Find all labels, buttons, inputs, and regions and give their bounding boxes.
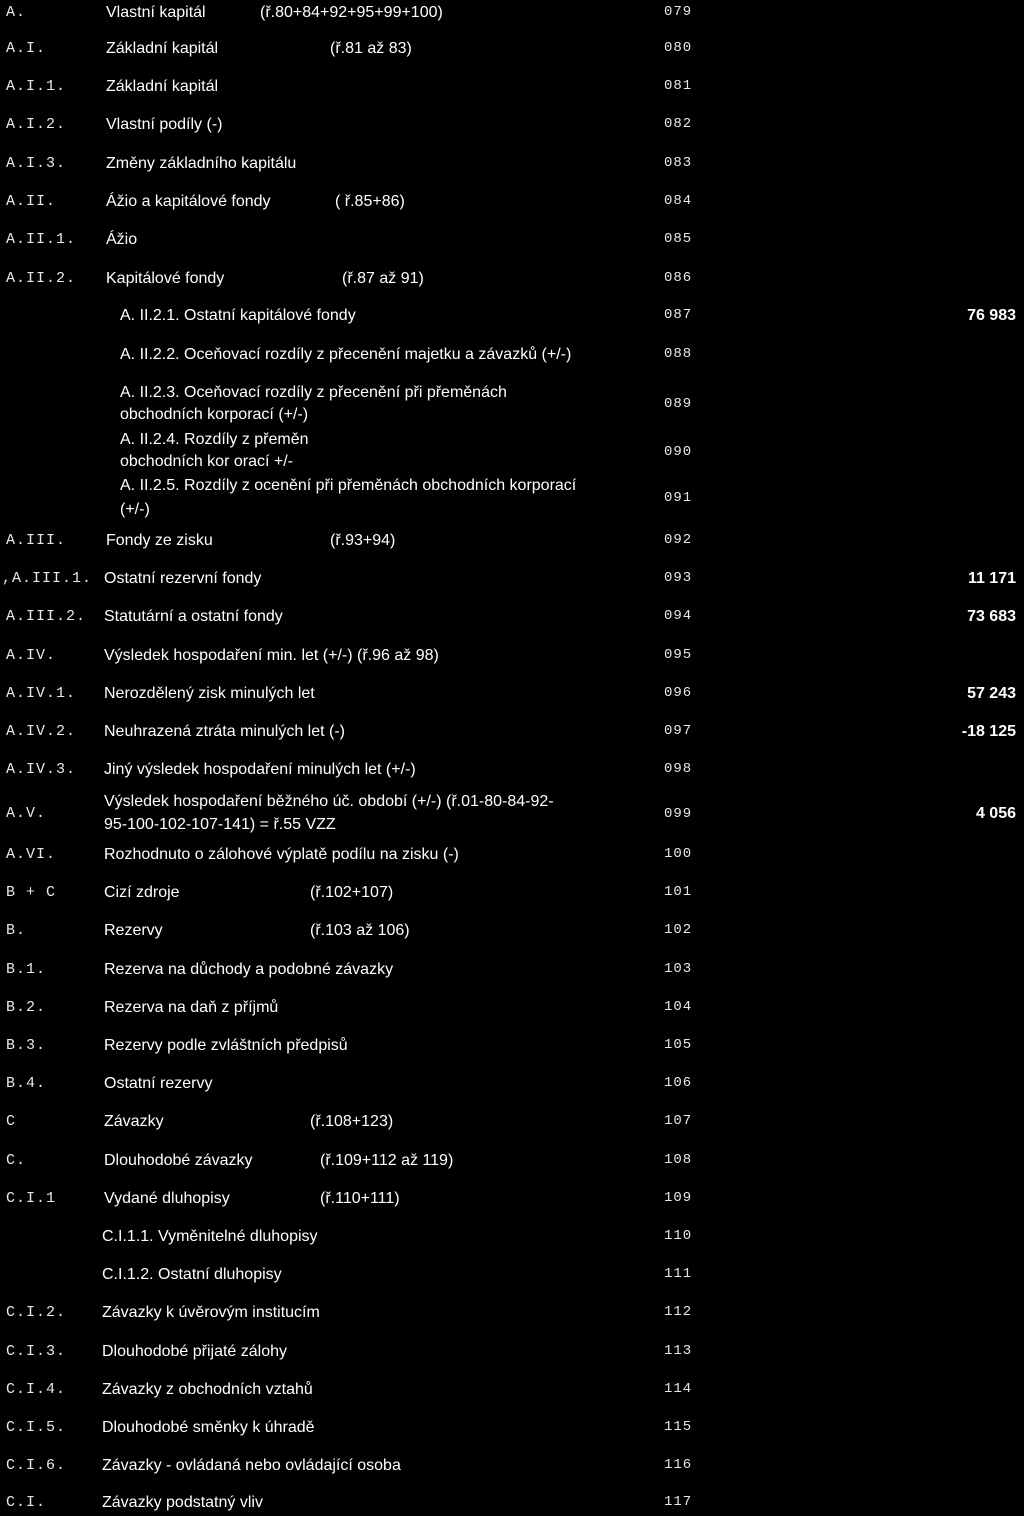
row-reference: (ř.80+84+92+95+99+100): [260, 4, 443, 21]
row-label: A. II.2.5. Rozdíly z ocenění při přeměnách obchodních korporací: [120, 477, 577, 494]
row-reference: (ř.109+112 až 119): [320, 1152, 454, 1169]
row-code: C.I.: [6, 1494, 47, 1511]
row-number: 097: [664, 723, 693, 739]
row-number: 098: [664, 761, 693, 777]
row-label: Vlastní kapitál: [106, 4, 206, 21]
row-label: Závazky podstatný vliv: [102, 1494, 263, 1511]
row-label: Dlouhodobé závazky: [104, 1152, 253, 1169]
row-label-continuation: 95-100-102-107-141) = ř.55 VZZ: [104, 816, 336, 833]
row-label-continuation: obchodních korporací (+/-): [120, 406, 309, 423]
row-label: Závazky: [104, 1113, 164, 1130]
row-label: Ostatní rezervy: [104, 1075, 213, 1092]
row-code: A.V.: [6, 805, 47, 822]
row-label: Rozhodnuto o zálohové výplatě podílu na zisku (-): [104, 846, 459, 863]
row-label: Základní kapitál: [106, 40, 219, 57]
row-label: C.I.1.2. Ostatní dluhopisy: [102, 1266, 282, 1283]
row-label: Závazky - ovládaná nebo ovládající osoba: [102, 1457, 401, 1474]
row-number: 095: [664, 647, 693, 663]
row-number: 091: [664, 490, 693, 506]
row-label: Rezerva na důchody a podobné závazky: [104, 961, 394, 978]
row-label: Dlouhodobé směnky k úhradě: [102, 1419, 315, 1436]
row-number: 088: [664, 346, 693, 362]
row-number: 108: [664, 1152, 693, 1168]
row-code: C.I.2.: [6, 1304, 67, 1321]
row-code: A.III.: [6, 532, 67, 549]
row-label: A. II.2.3. Oceňovací rozdíly z přecenění při přeměnách: [120, 384, 507, 401]
row-number: 111: [664, 1266, 693, 1282]
row-code: B.: [6, 922, 27, 939]
row-number: 107: [664, 1113, 693, 1129]
row-code: A.III.2.: [6, 608, 87, 625]
row-number: 109: [664, 1190, 693, 1206]
row-code: ,A.III.1.: [2, 570, 93, 587]
row-label: Ážio a kapitálové fondy: [106, 193, 271, 210]
row-label: Závazky z obchodních vztahů: [102, 1381, 313, 1398]
row-number: 096: [664, 685, 693, 701]
row-reference: ( ř.85+86): [335, 193, 405, 210]
row-number: 110: [664, 1228, 693, 1244]
row-label: Rezerva na daň z příjmů: [104, 999, 279, 1016]
row-label: Výsledek hospodaření min. let (+/-) (ř.96 až 98): [104, 647, 439, 664]
row-number: 085: [664, 231, 693, 247]
row-label: Vlastní podíly (-): [106, 116, 223, 133]
row-label: C.I.1.1. Vyměnitelné dluhopisy: [102, 1228, 318, 1245]
row-code: B.3.: [6, 1037, 47, 1054]
row-number: 100: [664, 846, 693, 862]
row-code: A.: [6, 4, 27, 21]
row-number: 093: [664, 570, 693, 586]
row-label: Nerozdělený zisk minulých let: [104, 685, 315, 702]
row-number: 102: [664, 922, 693, 938]
row-label-continuation: (+/-): [120, 501, 150, 518]
row-value: 4 056: [975, 805, 1016, 822]
row-label: Jiný výsledek hospodaření minulých let (+/-): [104, 761, 416, 778]
row-code: C.I.5.: [6, 1419, 67, 1436]
row-code: A.II.1.: [6, 231, 77, 248]
row-number: 114: [664, 1381, 693, 1397]
row-value: 73 683: [967, 608, 1016, 625]
row-number: 083: [664, 155, 693, 171]
row-number: 112: [664, 1304, 693, 1320]
row-number: 106: [664, 1075, 693, 1091]
row-code: C.I.6.: [6, 1457, 67, 1474]
row-number: 092: [664, 532, 693, 548]
row-number: 094: [664, 608, 693, 624]
row-number: 087: [664, 307, 693, 323]
row-number: 079: [664, 4, 693, 20]
row-label: A. II.2.1. Ostatní kapitálové fondy: [120, 307, 356, 324]
row-number: 101: [664, 884, 693, 900]
row-code: A.IV.1.: [6, 685, 77, 702]
row-value: -18 125: [961, 723, 1016, 740]
row-number: 105: [664, 1037, 693, 1053]
row-label: Dlouhodobé přijaté zálohy: [102, 1343, 288, 1360]
row-number: 116: [664, 1457, 693, 1473]
row-label: Ážio: [106, 231, 138, 248]
row-number: 115: [664, 1419, 693, 1435]
row-label: A. II.2.2. Oceňovací rozdíly z přecenění majetku a závazků (+/-): [120, 346, 572, 363]
row-code: C.: [6, 1152, 27, 1169]
row-code: C.I.4.: [6, 1381, 67, 1398]
row-code: B.2.: [6, 999, 47, 1016]
row-number: 081: [664, 78, 693, 94]
row-label: Závazky k úvěrovým institucím: [102, 1304, 320, 1321]
row-reference: (ř.102+107): [310, 884, 394, 901]
row-number: 113: [664, 1343, 693, 1359]
row-label: A. II.2.4. Rozdíly z přeměn: [120, 431, 309, 448]
row-code: B + C: [6, 884, 57, 901]
row-value: 76 983: [967, 307, 1016, 324]
row-label: Výsledek hospodaření běžného úč. období (+/-) (ř.01-80-84-92-: [104, 793, 554, 810]
row-label: Cizí zdroje: [104, 884, 180, 901]
row-code: C: [6, 1113, 17, 1130]
row-label: Rezervy: [104, 922, 163, 939]
row-code: A.IV.: [6, 647, 57, 664]
row-number: 089: [664, 396, 693, 412]
row-code: A.IV.3.: [6, 761, 77, 778]
row-code: A.IV.2.: [6, 723, 77, 740]
row-code: A.I.2.: [6, 116, 67, 133]
row-code: C.I.3.: [6, 1343, 67, 1360]
row-label: Neuhrazená ztráta minulých let (-): [104, 723, 345, 740]
row-number: 099: [664, 806, 693, 822]
row-reference: (ř.87 až 91): [342, 270, 424, 287]
row-number: 080: [664, 40, 693, 56]
row-label: Základní kapitál: [106, 78, 219, 95]
row-number: 117: [664, 1494, 693, 1510]
row-number: 082: [664, 116, 693, 132]
row-code: A.VI.: [6, 846, 57, 863]
row-reference: (ř.110+111): [320, 1190, 400, 1207]
row-number: 084: [664, 193, 693, 209]
row-label: Statutární a ostatní fondy: [104, 608, 283, 625]
row-number: 086: [664, 270, 693, 286]
row-label-continuation: obchodních kor orací +/-: [120, 453, 293, 470]
row-label: Vydané dluhopisy: [104, 1190, 230, 1207]
row-number: 104: [664, 999, 693, 1015]
row-code: A.I.1.: [6, 78, 67, 95]
row-code: B.1.: [6, 961, 47, 978]
row-code: A.I.3.: [6, 155, 67, 172]
row-label: Kapitálové fondy: [106, 270, 225, 287]
row-code: C.I.1: [6, 1190, 57, 1207]
row-number: 090: [664, 444, 693, 460]
row-value: 11 171: [967, 570, 1016, 587]
row-label: Ostatní rezervní fondy: [104, 570, 262, 587]
row-label: Rezervy podle zvláštních předpisů: [104, 1037, 348, 1054]
row-reference: (ř.81 až 83): [330, 40, 412, 57]
row-reference: (ř.108+123): [310, 1113, 394, 1130]
row-number: 103: [664, 961, 693, 977]
row-label: Fondy ze zisku: [106, 532, 213, 549]
row-code: A.II.2.: [6, 270, 77, 287]
row-code: B.4.: [6, 1075, 47, 1092]
row-value: 57 243: [967, 685, 1016, 702]
row-code: A.I.: [6, 40, 47, 57]
row-code: A.II.: [6, 193, 57, 210]
row-reference: (ř.93+94): [330, 532, 396, 549]
row-reference: (ř.103 až 106): [310, 922, 410, 939]
row-label: Změny základního kapitálu: [106, 155, 297, 172]
